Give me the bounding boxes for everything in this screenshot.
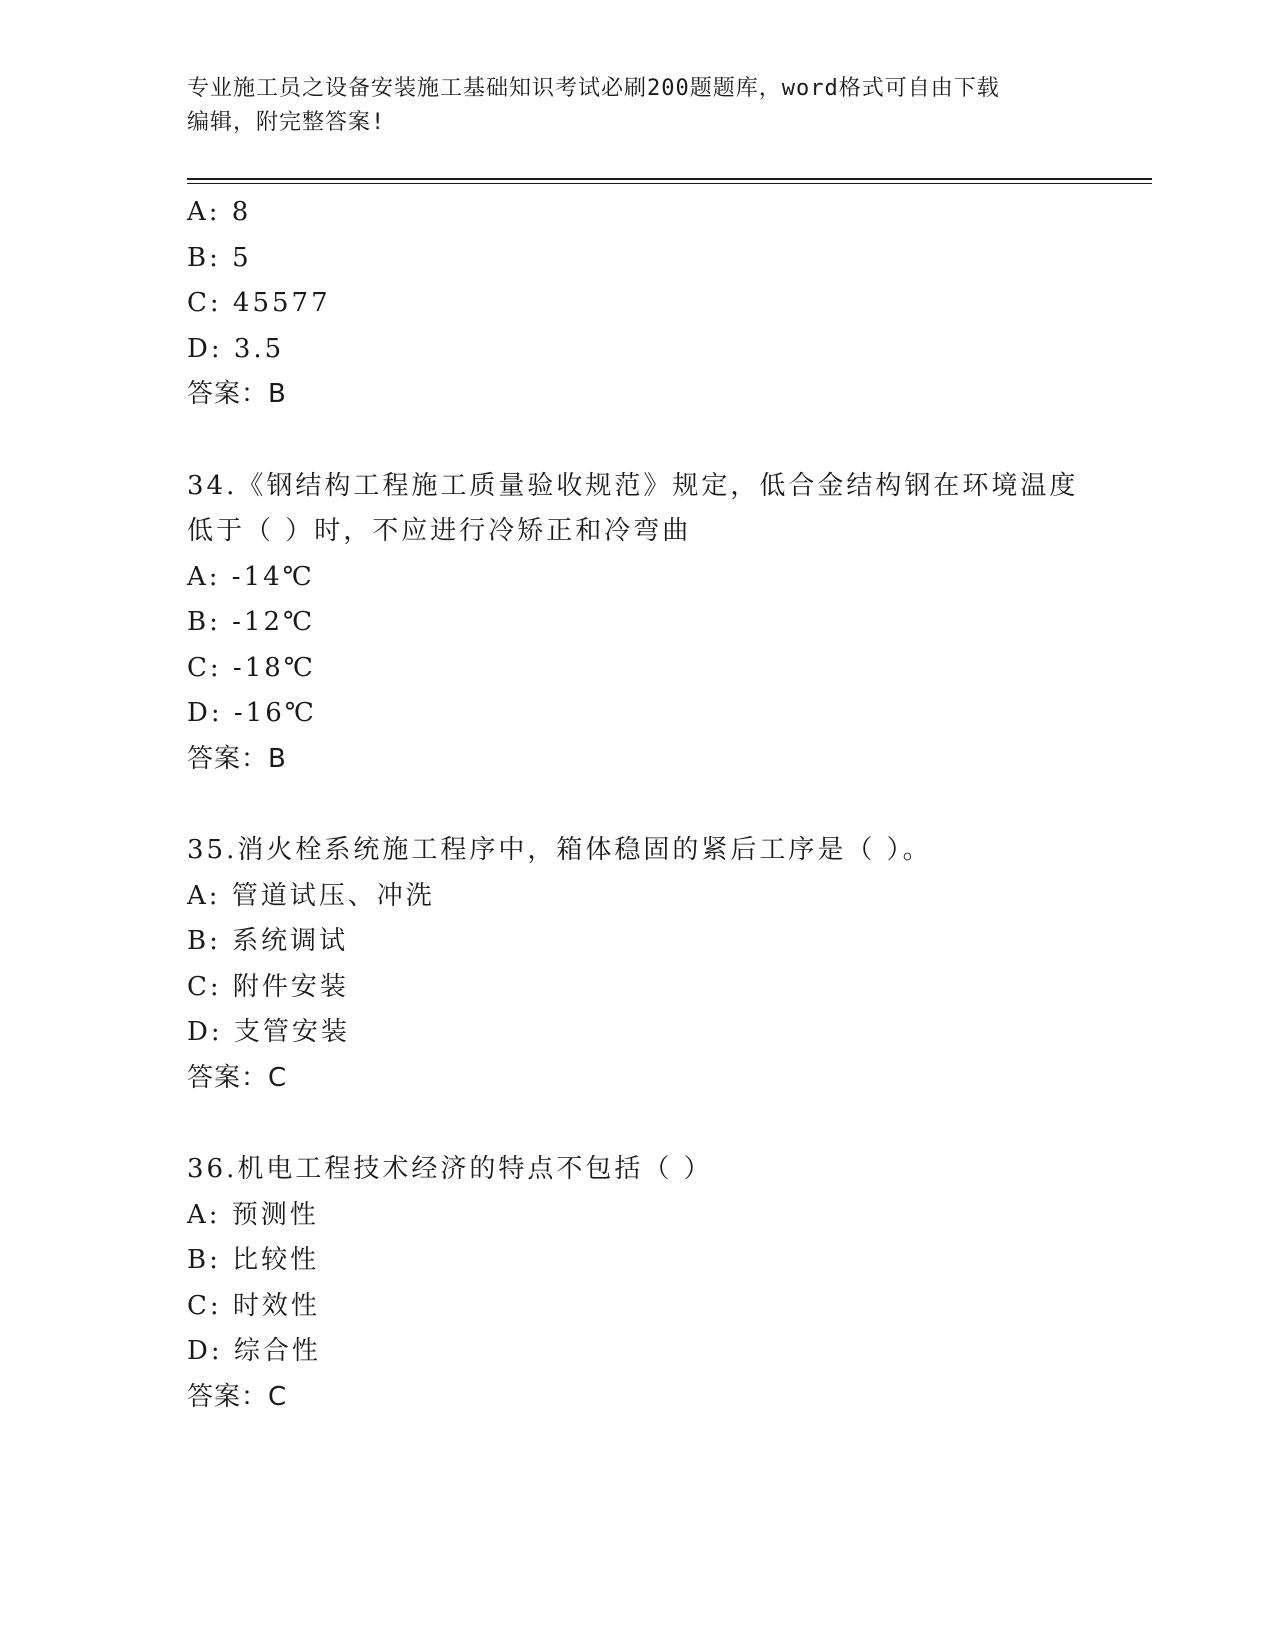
header-line-1: 专业施工员之设备安装施工基础知识考试必刷200题题库，word格式可自由下载	[187, 76, 1000, 101]
option-a: A: 预测性	[187, 1199, 319, 1230]
spacer	[187, 782, 1152, 828]
option-a: A: -14℃	[187, 561, 315, 592]
option-c: C: 45577	[187, 288, 331, 318]
option-b: B: -12℃	[187, 607, 316, 637]
option-c: C: 时效性	[187, 1290, 320, 1321]
option-d: D: 支管安装	[187, 1017, 350, 1047]
option-d: D: -16℃	[187, 698, 317, 728]
question-content	[187, 190, 1152, 1420]
option-b: B: 系统调试	[187, 926, 349, 956]
question-block-34	[187, 464, 1152, 783]
option-a: A: 8	[187, 197, 252, 227]
answer-line: 答案：C	[187, 1381, 288, 1412]
option-d: D: 综合性	[187, 1336, 321, 1366]
question-text-line-2: 低于（ ）时，不应进行冷矫正和冷弯曲	[187, 516, 692, 546]
option-b: B: 比较性	[187, 1245, 320, 1275]
option-c: C: 附件安装	[187, 971, 349, 1002]
header-line-2: 编辑，附完整答案!	[187, 110, 386, 135]
question-text-line-1: 34.《钢结构工程施工质量验收规范》规定，低合金结构钢在环境温度	[187, 470, 1079, 501]
spacer	[187, 418, 1152, 464]
spacer	[187, 1101, 1152, 1147]
option-b: B: 5	[187, 242, 252, 273]
option-d: D: 3.5	[187, 333, 285, 364]
question-text-line-1: 35.消火栓系统施工程序中，箱体稳固的紧后工序是（ ）。	[187, 835, 932, 865]
header-divider-thin	[187, 183, 1152, 184]
option-a: A: 管道试压、冲洗	[187, 880, 435, 911]
answer-line: 答案：C	[187, 1062, 288, 1093]
question-text-line-1: 36.机电工程技术经济的特点不包括（ ）	[187, 1154, 713, 1184]
option-c: C: -18℃	[187, 652, 316, 683]
header-divider-thick	[187, 178, 1152, 180]
question-block-36	[187, 1147, 1152, 1420]
document-header	[187, 72, 1087, 140]
answer-line: 答案：B	[187, 743, 287, 774]
question-block-35	[187, 828, 1152, 1101]
answer-line: 答案：B	[187, 379, 287, 409]
question-block-33	[187, 190, 1152, 418]
